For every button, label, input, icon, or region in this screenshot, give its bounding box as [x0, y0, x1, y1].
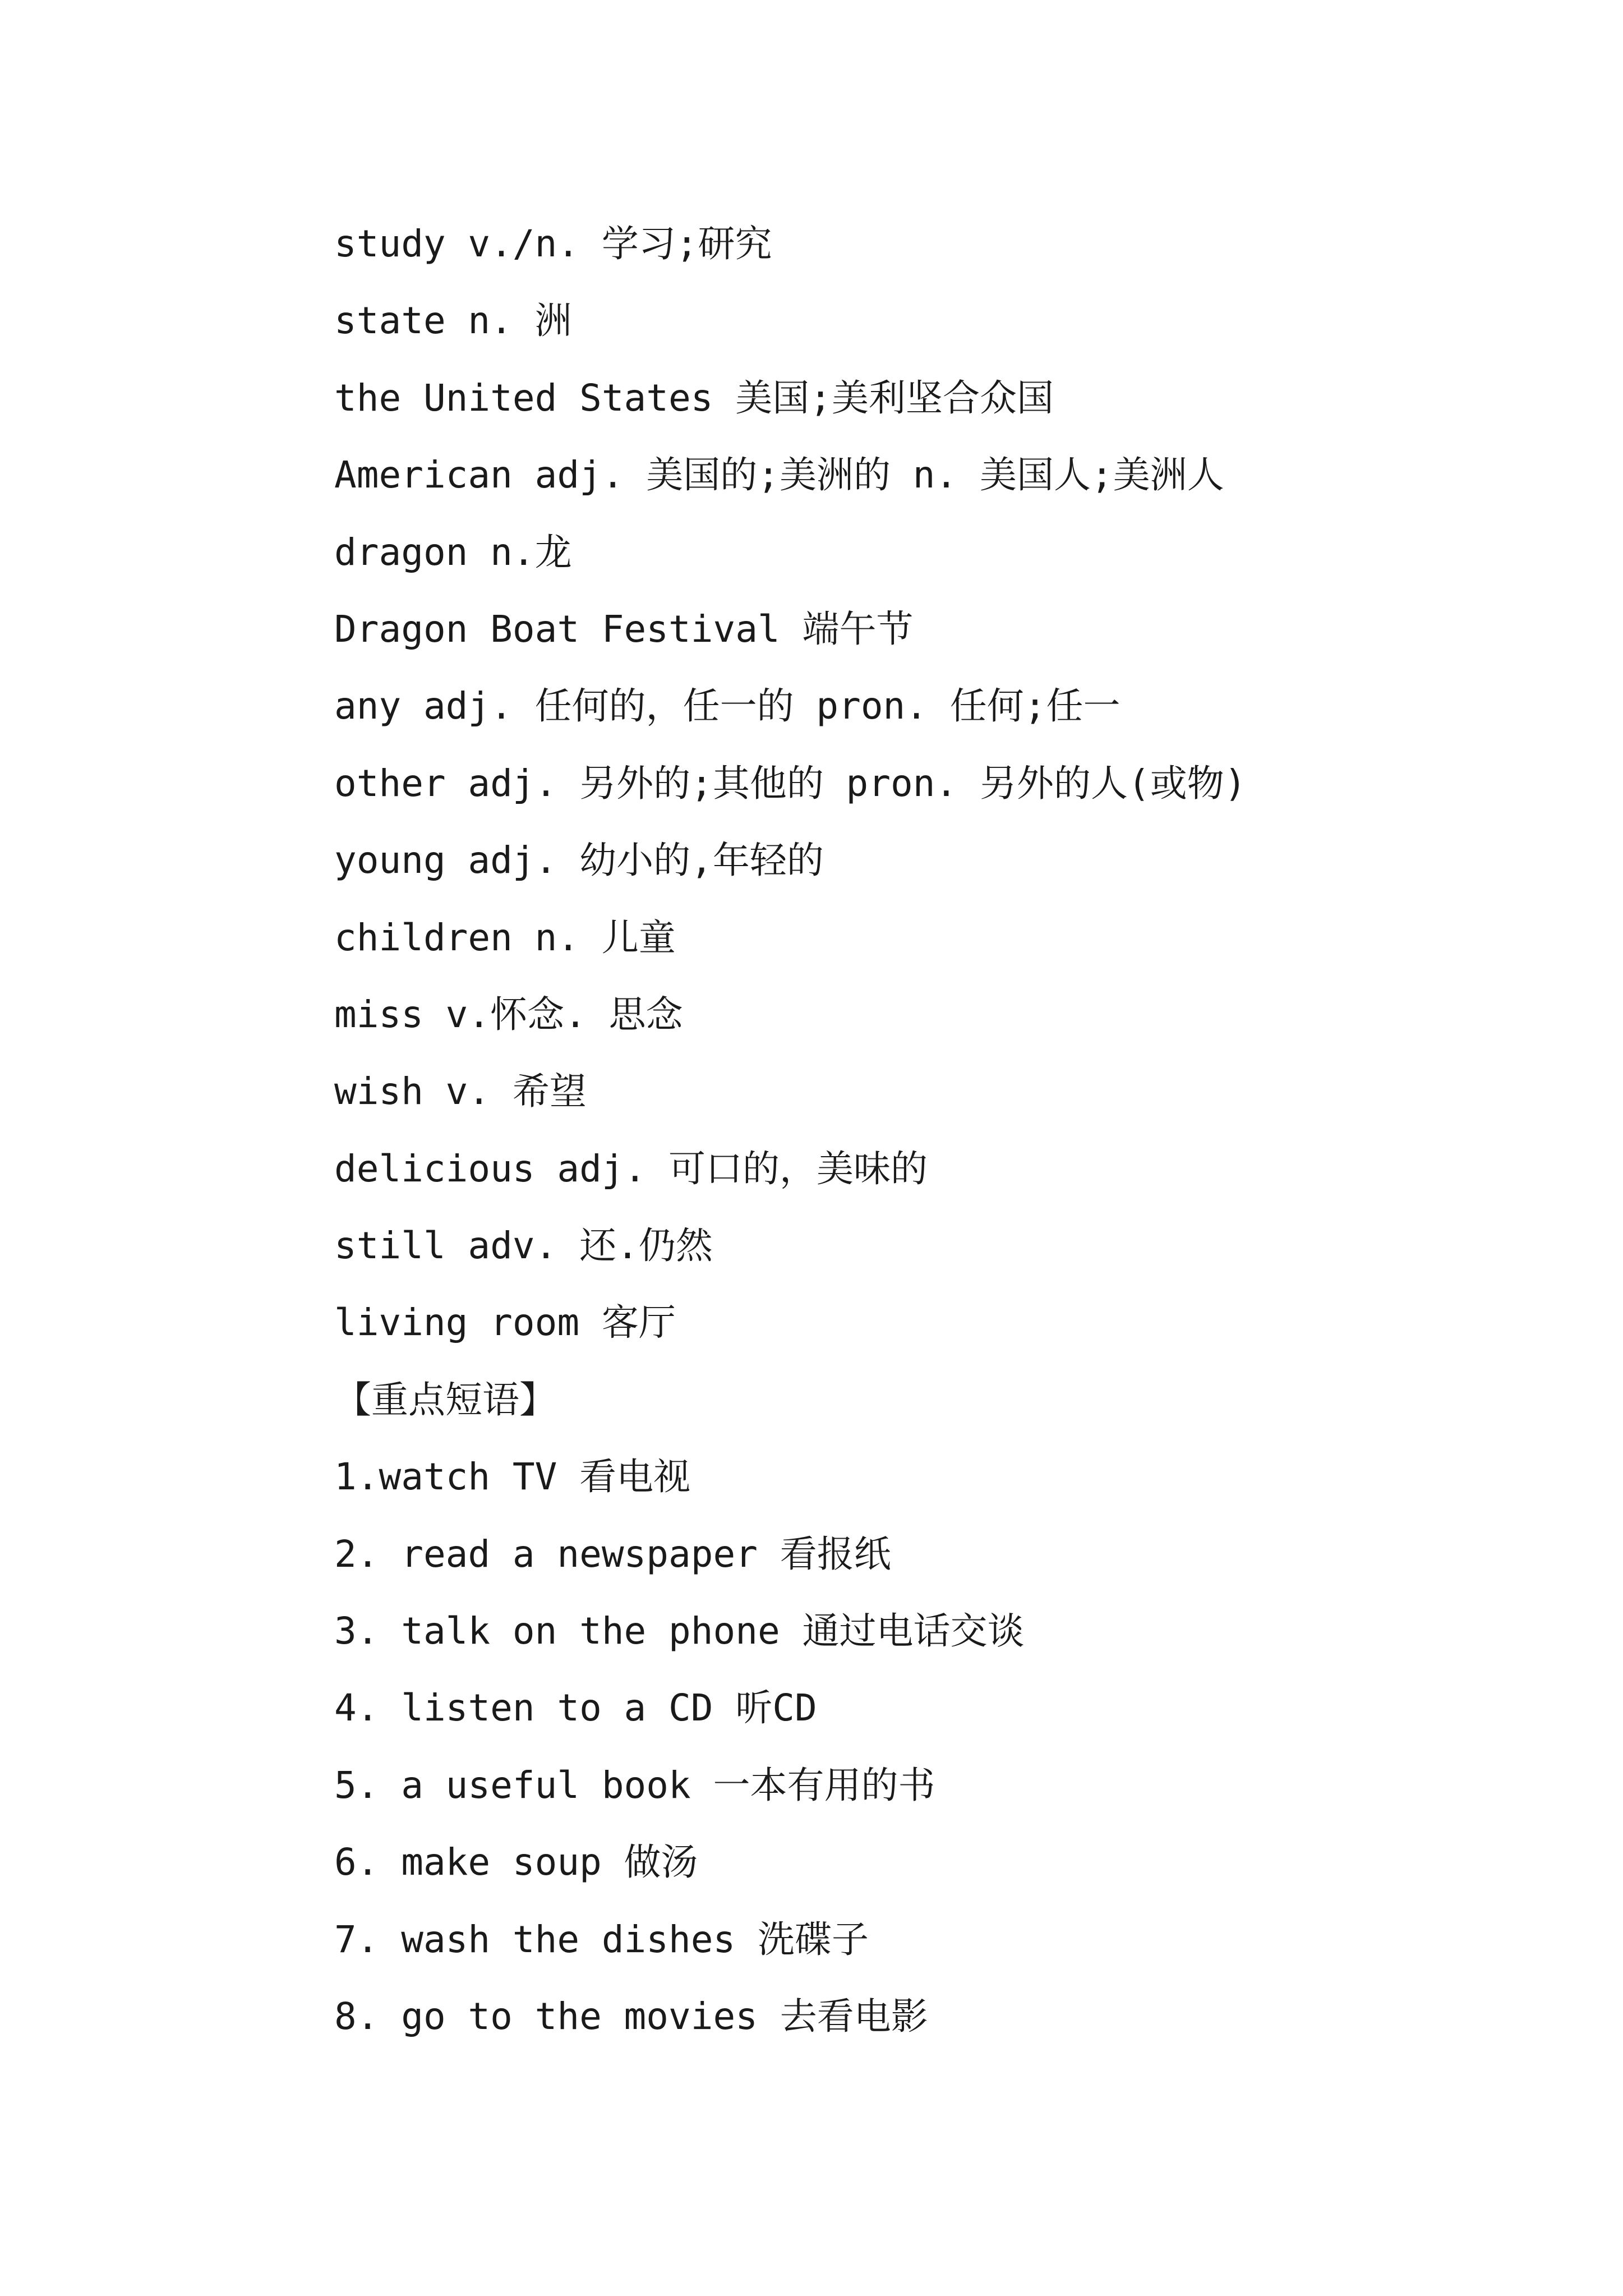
phrase-item: 5. a useful book 一本有用的书	[334, 1763, 935, 1807]
phrase-item: 4. listen to a CD 听CD	[334, 1686, 817, 1730]
vocabulary-item: study v./n. 学习;研究	[334, 222, 772, 265]
vocabulary-item: still adv. 还.仍然	[334, 1224, 713, 1268]
vocabulary-item: Dragon Boat Festival 端午节	[334, 607, 914, 651]
phrase-item: 3. talk on the phone 通过电话交谈	[334, 1609, 1025, 1653]
vocabulary-item: any adj. 任何的，任一的 pron. 任何;任一	[334, 684, 1121, 728]
vocabulary-item: living room 客厅	[334, 1301, 676, 1345]
phrase-item: 2. read a newspaper 看报纸	[334, 1532, 891, 1576]
document-body	[334, 213, 1523, 2063]
phrase-item: 1.watch TV 看电视	[334, 1455, 691, 1499]
vocabulary-item: dragon n.龙	[334, 530, 572, 574]
vocabulary-item: wish v. 希望	[334, 1070, 587, 1114]
phrase-item: 6. make soup 做汤	[334, 1841, 698, 1884]
vocabulary-item: other adj. 另外的;其他的 pron. 另外的人(或物)	[334, 761, 1247, 805]
section-heading: 【重点短语】	[334, 1378, 556, 1421]
phrase-item: 8. go to the movies 去看电影	[334, 1994, 928, 2038]
vocabulary-item: state n. 洲	[334, 299, 572, 343]
vocabulary-item: young adj. 幼小的,年轻的	[334, 839, 824, 882]
vocabulary-item: the United States 美国;美利坚合众国	[334, 376, 1054, 420]
vocabulary-item: children n. 儿童	[334, 915, 676, 959]
phrase-item: 7. wash the dishes 洗碟子	[334, 1917, 869, 1961]
vocabulary-item: miss v.怀念. 思念	[334, 992, 683, 1036]
vocabulary-item: delicious adj. 可口的，美味的	[334, 1147, 928, 1190]
vocabulary-item: American adj. 美国的;美洲的 n. 美国人;美洲人	[334, 453, 1224, 497]
